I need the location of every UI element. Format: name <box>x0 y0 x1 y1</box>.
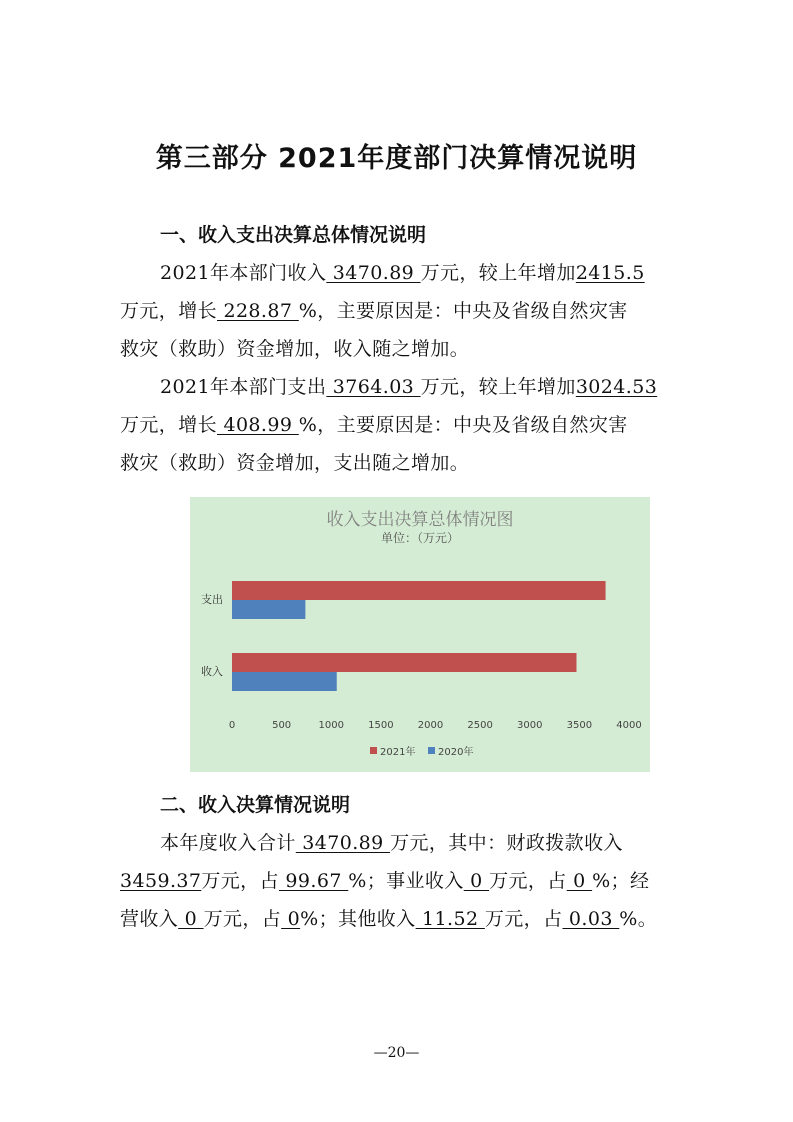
chart-subtitle: 单位：（万元） <box>380 531 460 545</box>
income-increase-value: 2415.5 <box>575 262 645 284</box>
text: 万元，较上年增加 <box>420 376 576 398</box>
x-tick-label: 2000 <box>417 720 444 731</box>
other-income-pct: 0.03 <box>562 908 620 930</box>
text: 万元，占 <box>201 870 279 892</box>
text: %。 <box>619 908 658 930</box>
category-label: 收入 <box>201 665 223 678</box>
income-growth-value: 228.87 <box>217 300 299 322</box>
s2-line3 <box>120 904 680 931</box>
chart-title: 收入支出决算总体情况图 <box>326 510 514 530</box>
text: %；事业收入 <box>348 870 464 892</box>
expense-growth-value: 408.99 <box>217 414 299 436</box>
text: 2021年本部门收入 <box>160 262 327 284</box>
legend-swatch <box>370 747 377 754</box>
bar <box>232 581 606 600</box>
text: %，主要原因是：中央及省级自然灾害 <box>298 414 628 436</box>
income-value: 3470.89 <box>326 262 421 284</box>
x-tick-label: 500 <box>272 720 292 731</box>
text: 万元，较上年增加 <box>420 262 576 284</box>
x-tick-label: 2500 <box>467 720 493 731</box>
text: 万元，其中：财政拨款收入 <box>390 832 623 854</box>
text: 2021年本部门支出 <box>160 376 327 398</box>
text: 营收入 <box>120 908 179 930</box>
expense-increase-value: 3024.53 <box>575 376 658 398</box>
x-tick-label: 4000 <box>616 720 642 731</box>
x-tick-label: 1000 <box>318 720 344 731</box>
p2-line2 <box>120 410 680 437</box>
p2-line1 <box>120 372 680 399</box>
operating-income-value: 0 <box>178 908 204 930</box>
operating-income-pct: 0 <box>281 908 301 930</box>
x-tick-label: 3500 <box>566 720 593 731</box>
x-tick-label: 3000 <box>517 720 543 731</box>
x-tick-label: 0 <box>228 720 236 731</box>
text: %，主要原因是：中央及省级自然灾害 <box>298 300 628 322</box>
business-income-value: 0 <box>463 870 490 892</box>
total-income-value: 3470.89 <box>295 832 391 854</box>
legend-swatch <box>428 747 435 754</box>
section2-heading: 二、收入决算情况说明 <box>160 794 351 816</box>
p1-line1 <box>120 258 680 285</box>
text: 万元，占 <box>484 908 563 930</box>
bar <box>232 600 305 619</box>
other-income-value: 11.52 <box>415 908 485 930</box>
p1-line2 <box>120 296 680 323</box>
x-tick-label: 1500 <box>368 720 394 731</box>
bar <box>232 653 576 672</box>
expense-value: 3764.03 <box>326 376 421 398</box>
p2-line3: 救灾（救助）资金增加，支出随之增加。 <box>120 452 470 474</box>
s2-line2 <box>120 866 680 893</box>
bar <box>232 672 337 691</box>
text: %；其他收入 <box>300 908 416 930</box>
page-title: 第三部分 2021年度部门决算情况说明 <box>155 143 638 174</box>
text: 万元，占 <box>489 870 567 892</box>
fiscal-income-pct: 99.67 <box>278 870 349 892</box>
fiscal-income-value: 3459.37 <box>120 870 202 892</box>
text: %；经 <box>592 870 650 892</box>
text: 万元，增长 <box>120 300 218 322</box>
p1-line3: 救灾（救助）资金增加，收入随之增加。 <box>120 338 470 360</box>
text: 本年度收入合计 <box>160 832 296 854</box>
income-expense-chart <box>190 497 650 772</box>
section1-heading: 一、收入支出决算总体情况说明 <box>160 224 427 246</box>
text: 万元，增长 <box>120 414 218 436</box>
legend-label: 2021年 <box>380 747 416 758</box>
category-label: 支出 <box>201 593 223 606</box>
page-number: —20— <box>373 1045 420 1061</box>
s2-line1 <box>120 828 680 855</box>
legend-label: 2020年 <box>438 747 474 758</box>
business-income-pct: 0 <box>566 870 593 892</box>
text: 万元，占 <box>203 908 282 930</box>
